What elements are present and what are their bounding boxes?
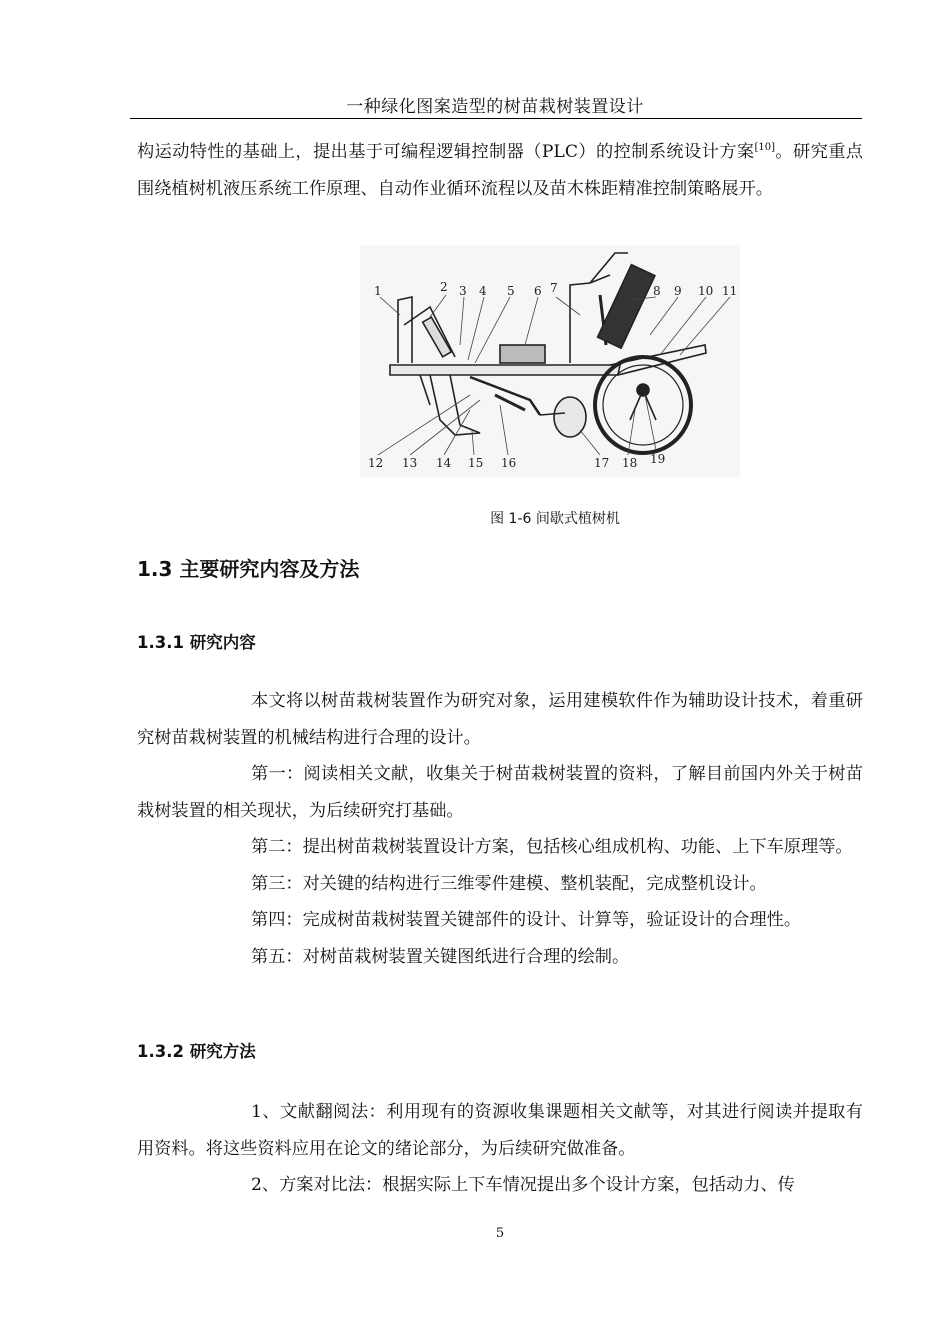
figure-label: 18 <box>622 456 638 470</box>
paragraph: 本文将以树苗栽树装置作为研究对象，运用建模软件作为辅助设计技术，着重研究树苗栽树装置的机械结构进行合理的设计。 <box>137 691 863 748</box>
figure-label: 7 <box>550 281 558 295</box>
paragraph: 2、方案对比法：根据实际上下车情况提出多个设计方案，包括动力、传 <box>251 1175 795 1195</box>
intro-paragraph <box>137 134 863 207</box>
figure-label: 15 <box>468 456 484 470</box>
figure-label: 5 <box>507 284 515 298</box>
figure-label: 1 <box>374 284 382 298</box>
figure-label: 3 <box>459 284 467 298</box>
paragraph: 1、文献翻阅法：利用现有的资源收集课题相关文献等，对其进行阅读并提取有用资料。将这些资料应用在论文的绪论部分，为后续研究做准备。 <box>137 1102 863 1159</box>
paragraph: 第五：对树苗栽树装置关键图纸进行合理的绘制。 <box>251 946 630 967</box>
figure-label: 6 <box>534 284 542 298</box>
figure-label: 16 <box>501 456 517 470</box>
figure-caption: 图 1-6 间歇式植树机 <box>490 511 620 527</box>
figure-label: 2 <box>440 280 448 294</box>
paragraph: 第二：提出树苗栽树装置设计方案，包括核心组成机构、功能、上下车原理等。 <box>251 837 853 857</box>
figure-label: 14 <box>436 456 452 470</box>
figure-label: 10 <box>698 284 714 298</box>
figure-tree-planter <box>360 245 740 477</box>
research-method-block <box>137 1094 863 1204</box>
figure-label: 12 <box>368 456 384 470</box>
page-number: 5 <box>495 1226 505 1241</box>
figure-label: 19 <box>650 452 666 466</box>
citation-ref: [10] <box>754 142 775 153</box>
figure-label: 11 <box>722 284 738 298</box>
figure-label: 8 <box>653 284 661 298</box>
section-heading-1-3-1: 1.3.1 研究内容 <box>137 633 256 652</box>
figure-label: 9 <box>674 284 682 298</box>
research-content-block <box>137 683 863 975</box>
running-header: 一种绿化图案造型的树苗栽树装置设计 <box>346 97 644 117</box>
section-heading-1-3-2: 1.3.2 研究方法 <box>137 1042 256 1061</box>
figure-label: 4 <box>479 284 487 298</box>
header-rule <box>130 118 862 119</box>
paragraph: 第一：阅读相关文献，收集关于树苗栽树装置的资料，了解目前国内外关于树苗栽树装置的相关现状，为后续研究打基础。 <box>137 764 863 821</box>
intro-text: 构运动特性的基础上，提出基于可编程逻辑控制器（PLC）的控制系统设计方案 <box>137 142 755 162</box>
tree-planter-drawing <box>360 245 740 477</box>
section-heading-1-3: 1.3 主要研究内容及方法 <box>137 557 360 581</box>
intro-text-cont: 。研究重点围绕植树机液压系统工作原理、自动作业循环流程以及苗木株距精准控制策略展开。 <box>137 142 863 199</box>
figure-label: 13 <box>402 456 418 470</box>
figure-label: 17 <box>594 456 610 470</box>
paragraph: 第三：对关键的结构进行三维零件建模、整机装配，完成整机设计。 <box>251 873 767 894</box>
paragraph: 第四：完成树苗栽树装置关键部件的设计、计算等，验证设计的合理性。 <box>251 910 802 930</box>
